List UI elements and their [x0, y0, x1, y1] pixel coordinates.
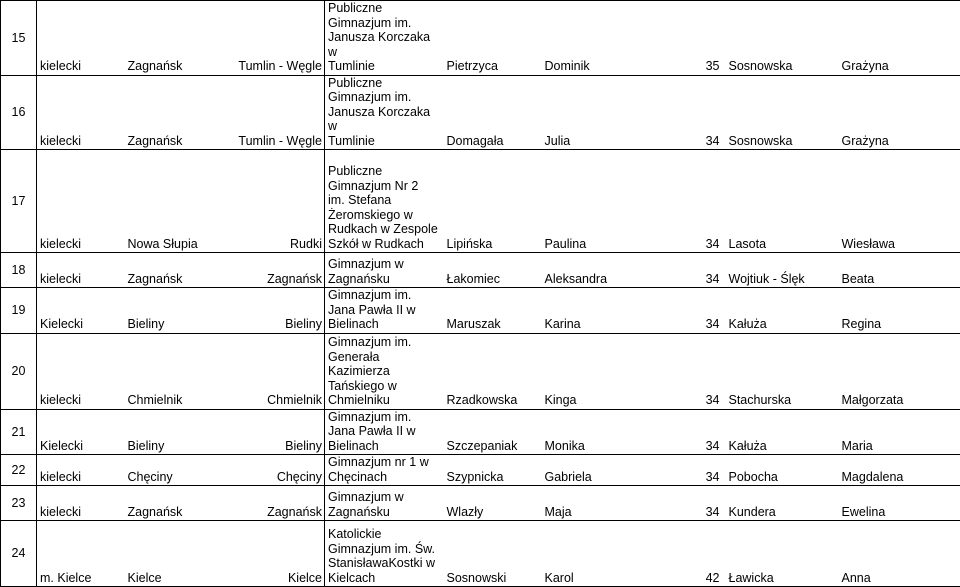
gmina-cell: Bieliny — [125, 409, 228, 455]
table-row — [1, 521, 960, 587]
gmina-cell: Zagnańsk — [125, 253, 228, 288]
number-cell: 42 — [653, 521, 726, 587]
powiat-cell: m. Kielce — [37, 521, 125, 587]
teacher-name-cell: Beata — [839, 253, 960, 288]
school-name-line: Kazimierza — [328, 364, 442, 379]
teacher-name-cell: Regina — [839, 288, 960, 334]
school-name-line: Chęcinach — [328, 470, 442, 485]
first-name-cell: Monika — [542, 409, 653, 455]
school-name-line: Publiczne — [328, 164, 442, 179]
school-name-line: StanisławaKostki w — [328, 556, 442, 571]
teacher-surname-cell: Stachurska — [726, 333, 839, 409]
number-cell: 34 — [653, 75, 726, 150]
table-row — [1, 150, 960, 253]
school-name-line: Gimnazjum im. — [328, 16, 442, 31]
school-name-line: Gimnazjum nr 1 w — [328, 455, 442, 470]
table-body — [1, 1, 960, 587]
number-cell: 34 — [653, 288, 726, 334]
school-name-line: Chmielniku — [328, 393, 442, 408]
surname-cell: Lipińska — [444, 150, 542, 253]
school-name-line: Tumlinie — [328, 134, 442, 149]
teacher-name-cell: Grażyna — [839, 1, 960, 76]
number-cell: 34 — [653, 455, 726, 486]
gmina-cell: Chęciny — [125, 455, 228, 486]
powiat-cell: kielecki — [37, 333, 125, 409]
teacher-surname-cell: Sosnowska — [726, 75, 839, 150]
teacher-surname-cell: Wojtiuk - Ślęk — [726, 253, 839, 288]
school-name-line: Bielinach — [328, 317, 442, 332]
surname-cell: Pietrzyca — [444, 1, 542, 76]
gmina-cell: Bieliny — [125, 288, 228, 334]
school-name-line: Kielcach — [328, 571, 442, 586]
first-name-cell: Maja — [542, 486, 653, 521]
number-cell: 34 — [653, 409, 726, 455]
row-number: 24 — [1, 521, 37, 587]
school-name-line: Bielinach — [328, 439, 442, 454]
school-name-line: Gimnazjum im. — [328, 288, 442, 303]
school-name-line: Tumlinie — [328, 59, 442, 74]
school-name-line: Żeromskiego w — [328, 208, 442, 223]
school-name-line: Zagnańsku — [328, 272, 442, 287]
school-cell — [325, 409, 444, 455]
locality-cell: Rudki — [228, 150, 325, 253]
locality-cell: Chęciny — [228, 455, 325, 486]
table-row — [1, 455, 960, 486]
teacher-name-cell: Anna — [839, 521, 960, 587]
first-name-cell: Dominik — [542, 1, 653, 76]
surname-cell: Rzadkowska — [444, 333, 542, 409]
teacher-name-cell: Maria — [839, 409, 960, 455]
school-name-line: Katolickie — [328, 527, 442, 542]
gmina-cell: Chmielnik — [125, 333, 228, 409]
powiat-cell: kielecki — [37, 486, 125, 521]
gmina-cell: Zagnańsk — [125, 75, 228, 150]
first-name-cell: Aleksandra — [542, 253, 653, 288]
surname-cell: Maruszak — [444, 288, 542, 334]
school-name-line: Jana Pawła II w — [328, 424, 442, 439]
table-row — [1, 75, 960, 150]
school-cell — [325, 1, 444, 76]
gmina-cell: Nowa Słupia — [125, 150, 228, 253]
gmina-cell: Kielce — [125, 521, 228, 587]
table-row — [1, 409, 960, 455]
locality-cell: Tumlin - Węgle — [228, 75, 325, 150]
locality-cell: Kielce — [228, 521, 325, 587]
powiat-cell: kielecki — [37, 150, 125, 253]
table-row — [1, 333, 960, 409]
school-name-line: Jana Pawła II w — [328, 303, 442, 318]
table-row — [1, 486, 960, 521]
school-cell — [325, 253, 444, 288]
first-name-cell: Kinga — [542, 333, 653, 409]
school-cell — [325, 75, 444, 150]
teacher-surname-cell: Kałuża — [726, 288, 839, 334]
row-number: 17 — [1, 150, 37, 253]
row-number: 20 — [1, 333, 37, 409]
locality-cell: Tumlin - Węgle — [228, 1, 325, 76]
locality-cell: Bieliny — [228, 409, 325, 455]
first-name-cell: Karina — [542, 288, 653, 334]
teacher-surname-cell: Kałuża — [726, 409, 839, 455]
row-number: 22 — [1, 455, 37, 486]
locality-cell: Zagnańsk — [228, 486, 325, 521]
locality-cell: Bieliny — [228, 288, 325, 334]
teacher-name-cell: Grażyna — [839, 75, 960, 150]
powiat-cell: kielecki — [37, 455, 125, 486]
school-cell — [325, 455, 444, 486]
powiat-cell: kielecki — [37, 75, 125, 150]
row-number: 16 — [1, 75, 37, 150]
school-name-line: Gimnazjum w — [328, 257, 442, 272]
teacher-surname-cell: Pobocha — [726, 455, 839, 486]
row-number: 21 — [1, 409, 37, 455]
teacher-surname-cell: Sosnowska — [726, 1, 839, 76]
row-number: 15 — [1, 1, 37, 76]
school-name-line: Szkół w Rudkach — [328, 237, 442, 252]
table-row — [1, 253, 960, 288]
school-cell — [325, 486, 444, 521]
surname-cell: Sosnowski — [444, 521, 542, 587]
locality-cell: Zagnańsk — [228, 253, 325, 288]
school-name-line: Zagnańsku — [328, 505, 442, 520]
school-name-line: im. Stefana — [328, 193, 442, 208]
powiat-cell: Kielecki — [37, 409, 125, 455]
teacher-surname-cell: Ławicka — [726, 521, 839, 587]
school-name-line: Gimnazjum im. — [328, 335, 442, 350]
school-name-line: Tańskiego w — [328, 379, 442, 394]
table-row — [1, 288, 960, 334]
gmina-cell: Zagnańsk — [125, 486, 228, 521]
teacher-name-cell: Małgorzata — [839, 333, 960, 409]
surname-cell: Wlazły — [444, 486, 542, 521]
school-name-line: Janusza Korczaka w — [328, 30, 442, 59]
school-name-line: Gimnazjum Nr 2 — [328, 179, 442, 194]
number-cell: 34 — [653, 486, 726, 521]
school-name-line: Gimnazjum im. — [328, 90, 442, 105]
surname-cell: Szypnicka — [444, 455, 542, 486]
teacher-surname-cell: Kundera — [726, 486, 839, 521]
school-name-line: Generała — [328, 350, 442, 365]
number-cell: 34 — [653, 333, 726, 409]
surname-cell: Domagała — [444, 75, 542, 150]
locality-cell: Chmielnik — [228, 333, 325, 409]
teacher-surname-cell: Lasota — [726, 150, 839, 253]
school-name-line: Janusza Korczaka w — [328, 105, 442, 134]
row-number: 19 — [1, 288, 37, 334]
school-name-line: Publiczne — [328, 1, 442, 16]
school-name-line: Rudkach w Zespole — [328, 222, 442, 237]
first-name-cell: Paulina — [542, 150, 653, 253]
school-cell — [325, 521, 444, 587]
school-name-line: Publiczne — [328, 76, 442, 91]
first-name-cell: Karol — [542, 521, 653, 587]
school-cell — [325, 333, 444, 409]
number-cell: 35 — [653, 1, 726, 76]
first-name-cell: Julia — [542, 75, 653, 150]
table-row — [1, 1, 960, 76]
row-number: 18 — [1, 253, 37, 288]
powiat-cell: kielecki — [37, 253, 125, 288]
surname-cell: Łakomiec — [444, 253, 542, 288]
teacher-name-cell: Ewelina — [839, 486, 960, 521]
row-number: 23 — [1, 486, 37, 521]
teacher-name-cell: Magdalena — [839, 455, 960, 486]
first-name-cell: Gabriela — [542, 455, 653, 486]
number-cell: 34 — [653, 253, 726, 288]
school-name-line: Gimnazjum im. — [328, 410, 442, 425]
school-cell — [325, 288, 444, 334]
powiat-cell: Kielecki — [37, 288, 125, 334]
teacher-name-cell: Wiesława — [839, 150, 960, 253]
school-cell — [325, 150, 444, 253]
surname-cell: Szczepaniak — [444, 409, 542, 455]
number-cell: 34 — [653, 150, 726, 253]
school-name-line: Gimnazjum w — [328, 490, 442, 505]
powiat-cell: kielecki — [37, 1, 125, 76]
school-name-line: Gimnazjum im. Św. — [328, 542, 442, 557]
gmina-cell: Zagnańsk — [125, 1, 228, 76]
